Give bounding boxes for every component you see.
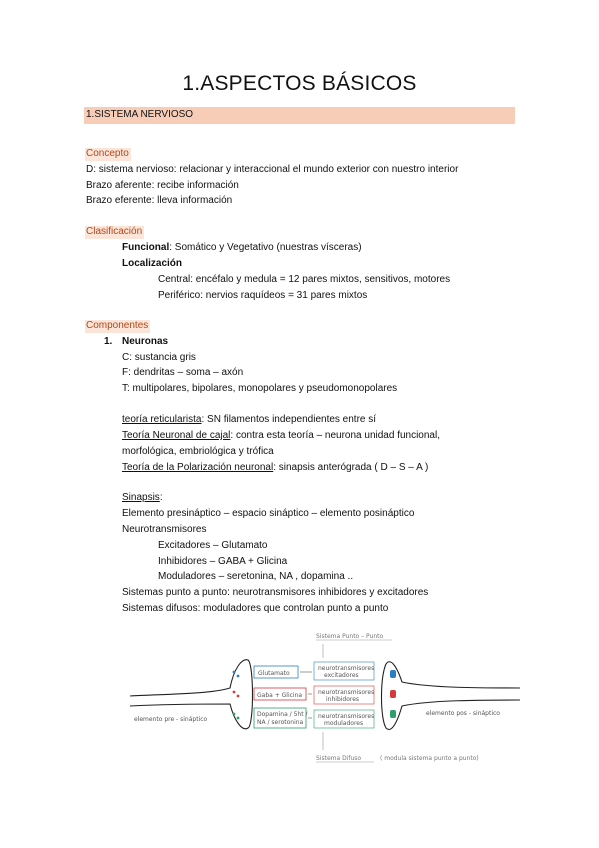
- neurotransmisores-line: Neurotransmisores: [122, 524, 207, 535]
- vesicle-blue-2: [237, 675, 240, 678]
- page-title: 1.ASPECTOS BÁSICOS: [182, 72, 417, 95]
- moduladores-label-1: Dopamina / 5ht /: [257, 711, 308, 718]
- glutamato-label: Glutamato: [258, 670, 290, 677]
- cajal-text: : contra esta teoría – neurona unidad funcional,: [230, 430, 440, 441]
- sinapsis-colon: :: [159, 492, 163, 503]
- sinapsis-label: Sinapsis: [122, 492, 160, 503]
- neuronas-t: T: multipolares, bipolares, monopolares y pseudomonopolares: [122, 383, 398, 394]
- neuronas-label: Neuronas: [122, 336, 169, 347]
- polarizacion-line: [122, 462, 428, 474]
- receptor-blue: [390, 670, 396, 678]
- synapse-diagram: [130, 628, 520, 768]
- receptor-red: [390, 690, 396, 698]
- polarizacion-label: Teoría de la Polarización neuronal: [122, 462, 274, 473]
- postsynaptic-terminal: [382, 662, 521, 730]
- diagram-bottom-label: Sistema Difuso: [316, 755, 362, 762]
- funcional-line: [122, 242, 362, 254]
- concepto-heading: Concepto: [86, 148, 129, 159]
- vesicle-green-2: [237, 717, 240, 720]
- neuronas-c: C: sustancia gris: [122, 352, 196, 363]
- receptor-green: [390, 710, 396, 718]
- vesicle-green-1: [233, 713, 236, 716]
- cajal-label: Teoría Neuronal de cajal: [122, 430, 231, 441]
- reticular-label: teoría reticularista: [122, 414, 202, 425]
- gaba-label: Gaba + Glicina: [257, 692, 303, 699]
- central-line: Central: encéfalo y medula = 12 pares mixtos, sensitivos, motores: [158, 274, 451, 285]
- moduladores-line: Moduladores – seretonina, NA , dopamina ..: [158, 571, 354, 582]
- difusos-line: Sistemas difusos: moduladores que controlan punto a punto: [122, 603, 389, 614]
- componentes-heading: Componentes: [86, 320, 149, 331]
- diagram-bottom-note: ( modula sistema punto a punto): [380, 755, 479, 762]
- vesicle-red-1: [233, 691, 236, 694]
- excitadores-line: Excitadores – Glutamato: [158, 540, 268, 551]
- note-2b: inhibidores: [326, 696, 360, 703]
- polarizacion-text: : sinapsis anterógrada ( D – S – A ): [273, 462, 429, 473]
- funcional-label: Funcional: [122, 242, 170, 253]
- inhibidores-line: Inhibidores – GABA + Glicina: [158, 556, 288, 567]
- punto-line: Sistemas punto a punto: neurotransmisores inhibidores y excitadores: [122, 587, 429, 598]
- moduladores-label-2: NA / serotonina: [257, 719, 304, 726]
- elemento-line: Elemento presináptico – espacio sináptico – elemento posináptico: [122, 508, 415, 519]
- note-1b: excitadores: [324, 672, 359, 679]
- pre-label: elemento pre - sináptico: [134, 716, 208, 723]
- cajal-line: [122, 430, 440, 442]
- reticular-text: : SN filamentos independientes entre sí: [201, 414, 377, 425]
- note-2a: neurotransmisores: [318, 689, 375, 696]
- note-3a: neurotransmisores: [318, 713, 375, 720]
- note-1a: neurotransmisores: [318, 665, 375, 672]
- funcional-text: : Somático y Vegetativo (nuestras vísceras): [169, 242, 362, 253]
- localizacion-label: Localización: [122, 258, 183, 269]
- concepto-definition: D: sistema nervioso: relacionar y interaccional el mundo exterior con nuestro interior: [86, 164, 459, 175]
- periferico-line: Periférico: nervios raquídeos = 31 pares mixtos: [158, 290, 368, 301]
- vesicle-blue-1: [233, 671, 236, 674]
- concepto-eferente: Brazo eferente: lleva información: [86, 195, 233, 206]
- sinapsis-line: [122, 492, 163, 504]
- note-3b: moduladores: [324, 720, 364, 727]
- vesicle-red-2: [237, 695, 240, 698]
- diagram-top-label: Sistema Punto – Punto: [316, 633, 384, 640]
- cajal-line-2: morfológica, embriológica y trófica: [122, 446, 274, 457]
- item-number: 1.: [104, 336, 113, 347]
- post-label: elemento pos - sináptico: [426, 710, 500, 717]
- concepto-aferente: Brazo aferente: recibe información: [86, 180, 239, 191]
- clasificacion-heading: Clasificación: [86, 226, 143, 237]
- section-title: 1.SISTEMA NERVIOSO: [86, 109, 194, 120]
- neuronas-f: F: dendritas – soma – axón: [122, 367, 244, 378]
- reticular-line: [122, 414, 376, 426]
- section-header: [84, 107, 515, 124]
